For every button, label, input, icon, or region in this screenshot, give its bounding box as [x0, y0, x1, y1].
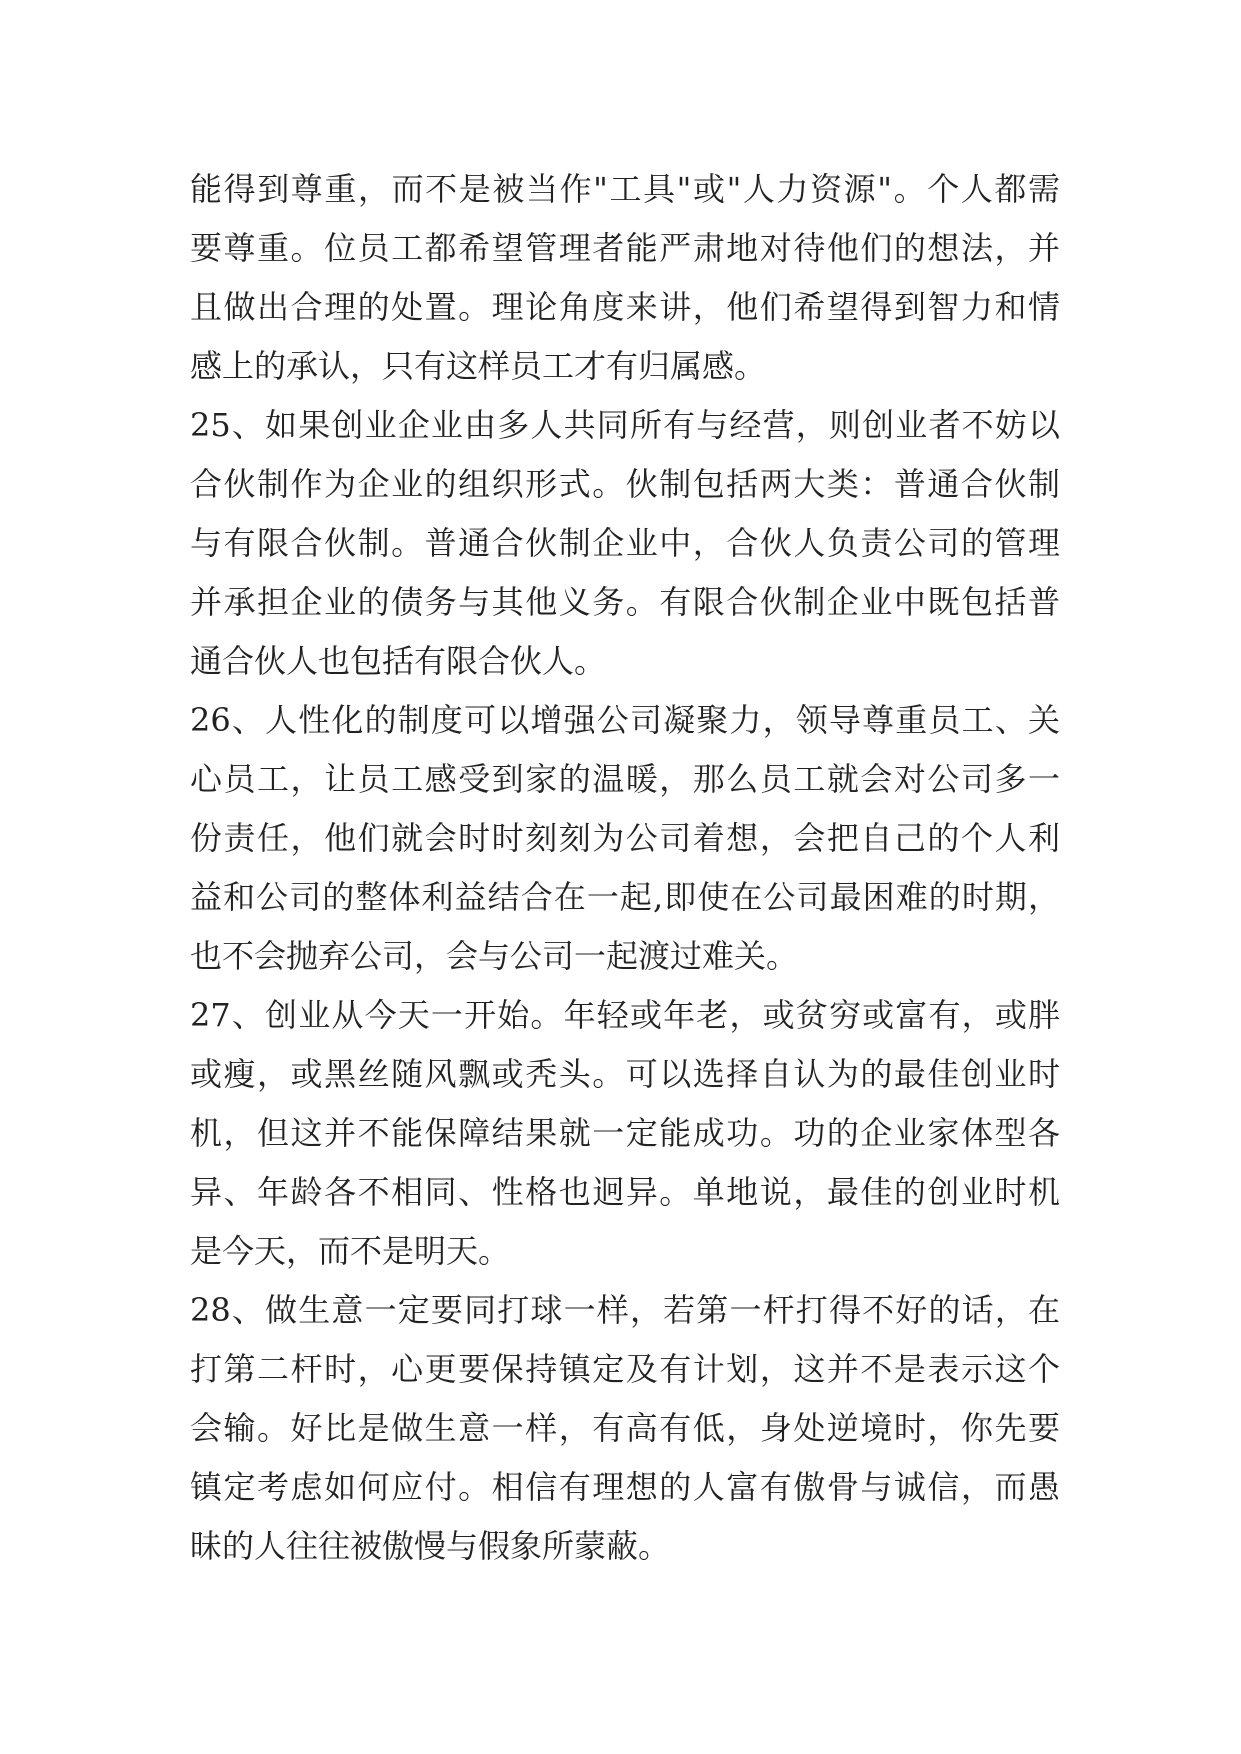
text-line: 机，但这并不能保障结果就一定能成功。功的企业家体型各	[190, 1114, 1060, 1152]
text-line: 昧的人往往被傲慢与假象所蒙蔽。	[190, 1527, 671, 1565]
text-line: 心员工，让员工感受到家的温暖，那么员工就会对公司多一	[190, 760, 1060, 798]
text-line: 且做出合理的处置。理论角度来讲，他们希望得到智力和情	[190, 288, 1060, 326]
text-line: 打第二杆时，心更要保持镇定及有计划，这并不是表示这个	[190, 1350, 1060, 1388]
text-line: 并承担企业的债务与其他义务。有限合伙制企业中既包括普	[190, 583, 1060, 621]
text-line: 与有限合伙制。普通合伙制企业中，合伙人负责公司的管理	[190, 524, 1060, 562]
text-line: 25、如果创业企业由多人共同所有与经营，则创业者不妨以	[190, 406, 1060, 444]
text-line: 镇定考虑如何应付。相信有理想的人富有傲骨与诚信，而愚	[190, 1468, 1060, 1506]
text-line: 要尊重。位员工都希望管理者能严肃地对待他们的想法，并	[190, 229, 1060, 267]
text-line: 28、做生意一定要同打球一样，若第一杆打得不好的话，在	[190, 1291, 1060, 1329]
text-line: 或瘦，或黑丝随风飘或秃头。可以选择自认为的最佳创业时	[190, 1055, 1060, 1093]
text-line: 异、年龄各不相同、性格也迥异。单地说，最佳的创业时机	[190, 1173, 1060, 1211]
text-line: 能得到尊重，而不是被当作"工具"或"人力资源"。个人都需	[190, 170, 1060, 208]
text-line: 也不会抛弃公司，会与公司一起渡过难关。	[190, 937, 799, 975]
text-line: 是今天，而不是明天。	[190, 1232, 511, 1270]
text-line: 合伙制作为企业的组织形式。伙制包括两大类：普通合伙制	[190, 465, 1060, 503]
text-line: 感上的承认，只有这样员工才有归属感。	[190, 347, 767, 385]
text-line: 益和公司的整体利益结合在一起,即使在公司最困难的时期，	[190, 878, 1060, 916]
text-line: 通合伙人也包括有限合伙人。	[190, 642, 607, 680]
text-line: 会输。好比是做生意一样，有高有低，身处逆境时，你先要	[190, 1409, 1060, 1447]
text-line: 份责任，他们就会时时刻刻为公司着想，会把自己的个人利	[190, 819, 1060, 857]
text-line: 27、创业从今天一开始。年轻或年老，或贫穷或富有，或胖	[190, 996, 1060, 1034]
text-line: 26、人性化的制度可以增强公司凝聚力，领导尊重员工、关	[190, 701, 1060, 739]
body-text	[190, 160, 1060, 1576]
